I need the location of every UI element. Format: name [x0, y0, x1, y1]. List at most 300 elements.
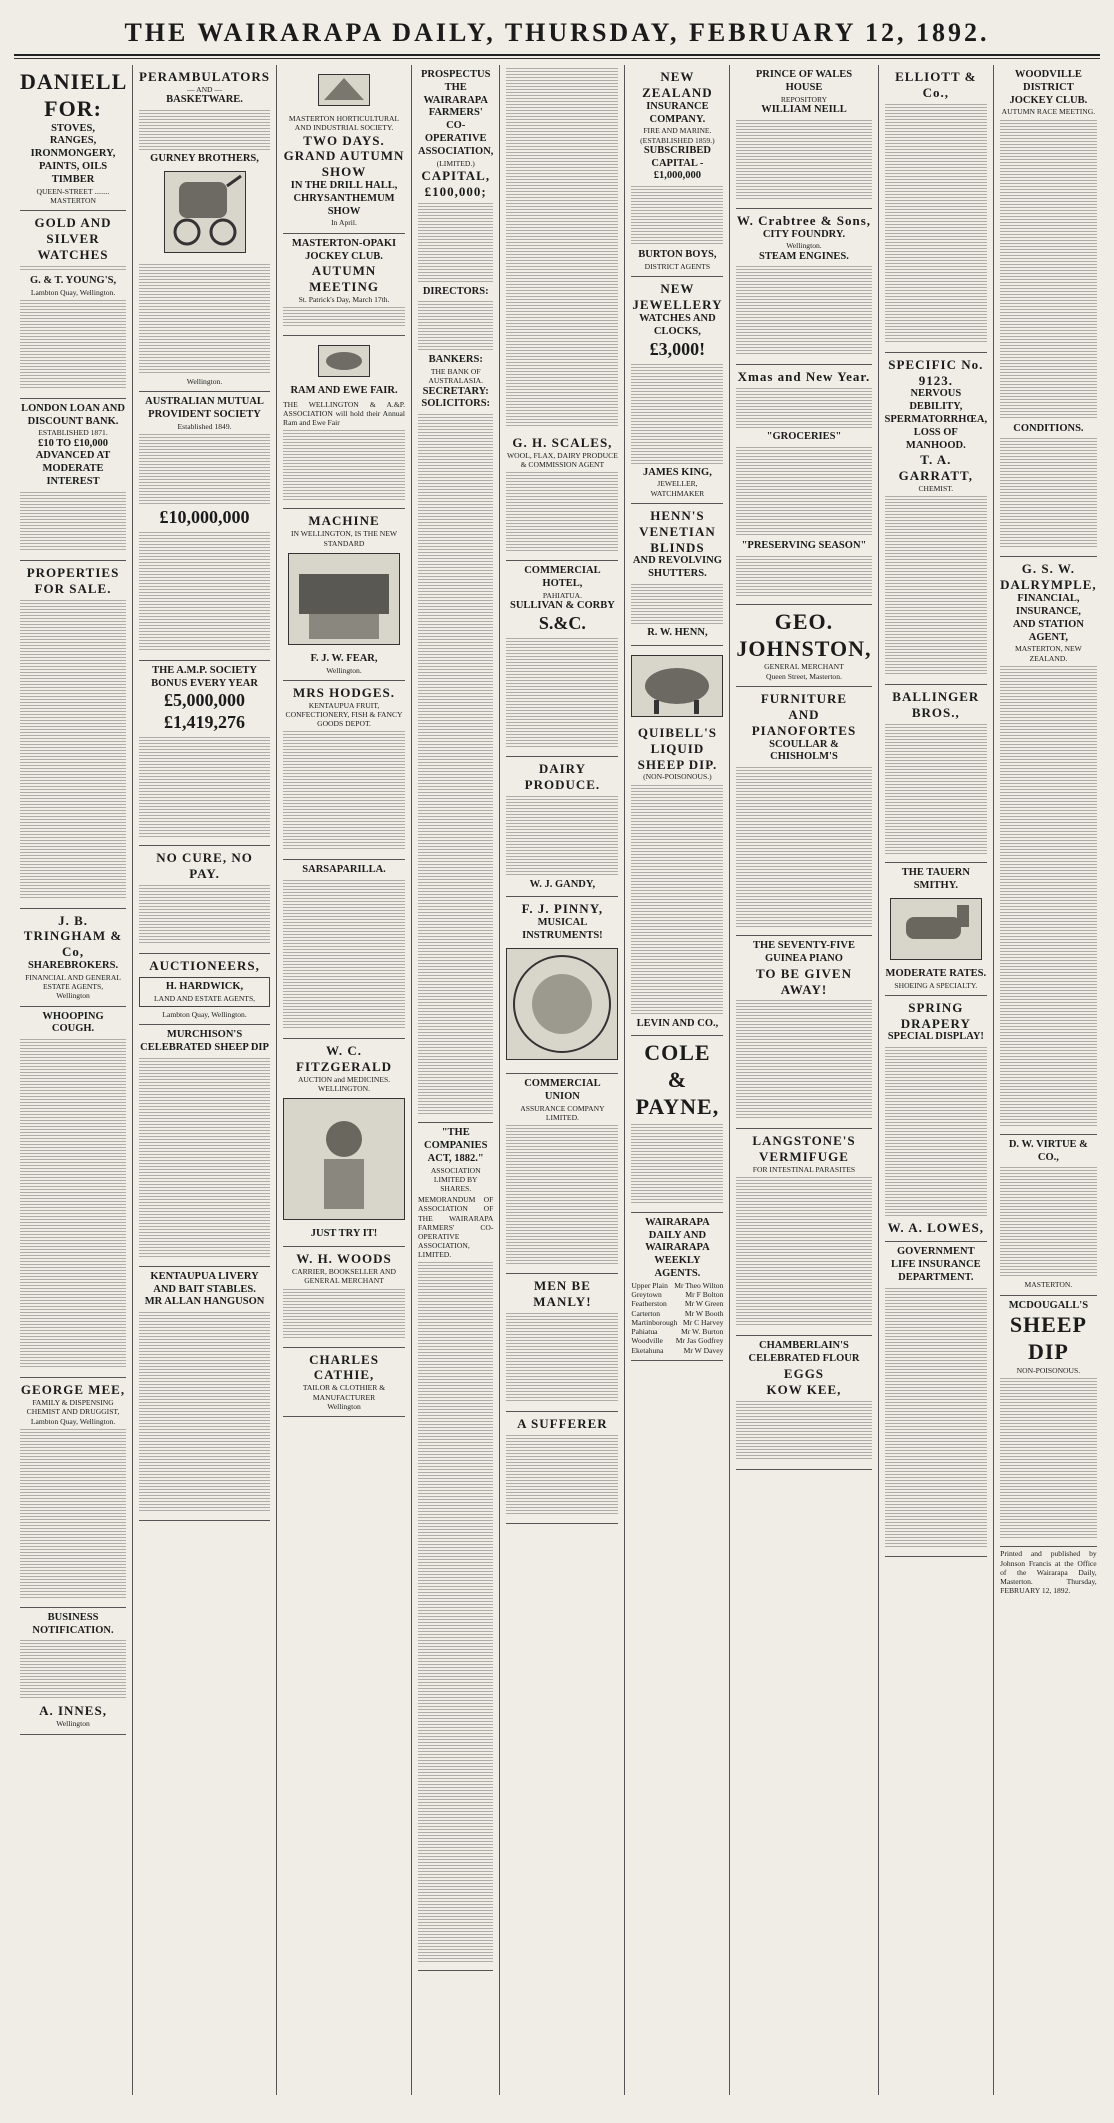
ad-sub: CHEMIST.: [918, 484, 954, 494]
ad-title: RAM AND EWE FAIR.: [290, 385, 398, 397]
ad-place: MASTERTON.: [1024, 1280, 1073, 1290]
ad-show: [283, 65, 405, 234]
ad-government: [885, 1242, 988, 1556]
ad-give: TO BE GIVEN AWAY!: [755, 965, 852, 997]
ad-title: KENTAUPUA LIVERY AND BAIT STABLES.: [150, 1270, 259, 1295]
ad-daniell: [20, 65, 126, 211]
ad-sub: WATCHES AND CLOCKS,: [639, 312, 716, 337]
text-filler: [283, 1289, 405, 1339]
ad-firm: KOW KEE,: [766, 1381, 842, 1397]
ad-title: WOODVILLE DISTRICT JOCKEY CLUB.: [1009, 69, 1088, 106]
sheep-illustration: [631, 655, 723, 717]
ad-solicitors: SOLICITORS:: [421, 398, 491, 410]
text-filler: [1000, 120, 1097, 420]
ad-title: COLE & PAYNE,: [635, 1040, 720, 1120]
ad-sub: TAILOR & CLOTHIER & MANUFACTURER: [302, 1383, 386, 1402]
text-filler: [631, 1124, 723, 1204]
text-filler: [506, 1125, 618, 1265]
ad-dairy: [506, 757, 618, 898]
ad-sub: (NON-POISONOUS.): [643, 772, 712, 782]
text-filler: [139, 885, 270, 945]
ad-jewellery: [631, 277, 723, 504]
ad-capital: SUBSCRIBED CAPITAL - £1,000,000: [643, 144, 711, 182]
text-filler: [506, 472, 618, 552]
text-filler: [736, 120, 871, 200]
masthead: THE WAIRARAPA DAILY, THURSDAY, FEBRUARY 12, 1892.: [124, 18, 990, 47]
ad-sub: SHEEP DIP: [1009, 1312, 1087, 1365]
agent-name: Mr W. Burton: [681, 1327, 724, 1337]
cartoon-illustration: [283, 1098, 405, 1220]
ad-firm: BURTON BOYS,: [638, 249, 717, 261]
agent-place: Featherston: [631, 1299, 667, 1309]
ad-drapery: [885, 996, 988, 1242]
ad-place: Lambton Quay, Wellington.: [162, 1009, 247, 1019]
agent-place: Martinborough: [631, 1317, 678, 1327]
ad-sub: REPOSITORY: [780, 94, 828, 104]
ad-sub: NERVOUS DEBILITY,: [909, 388, 963, 413]
ad-title: Xmas and New Year.: [737, 369, 871, 385]
ad-amount: £5,000,000: [164, 690, 246, 711]
agent-name: Mr C Harvey: [682, 1317, 724, 1327]
ad-firm: W. A. LOWES,: [887, 1220, 985, 1236]
ad-title: MASTERTON-OPAKI JOCKEY CLUB.: [291, 237, 397, 262]
ad-ballinger: [885, 685, 988, 863]
text-filler: [139, 434, 270, 504]
ad-bank: THE BANK OF AUSTRALASIA.: [428, 367, 484, 386]
text-filler: [20, 1039, 126, 1369]
ad-firm: GURNEY BROTHERS,: [150, 152, 259, 164]
ad-body: MEMORANDUM OF ASSOCIATION OF THE WAIRARAPA FARMERS' CO-OPERATIVE ASSOCIATION, LIMITED.: [418, 1195, 494, 1260]
ad-jockey: [283, 234, 405, 337]
ad-rates: MODERATE RATES.: [885, 967, 987, 979]
ad-sub: FINANCIAL AND GENERAL ESTATE AGENTS,: [25, 972, 121, 992]
ad-reward: £3,000!: [649, 338, 706, 359]
text-filler: [1000, 1167, 1097, 1277]
ad-directors: DIRECTORS:: [422, 285, 489, 297]
text-filler: [20, 1640, 126, 1700]
text-filler: [736, 388, 871, 428]
ad-title: F. J. PINNY,: [521, 901, 604, 917]
ad-union: [506, 1074, 618, 1274]
ad-firm: LEVIN AND CO.,: [636, 1017, 719, 1029]
ad-specific: [885, 353, 988, 686]
text-filler: [283, 307, 405, 327]
ad-title: LANGSTONE'S VERMIFUGE: [752, 1133, 856, 1165]
ad-title: THE TAUERN SMITHY.: [901, 867, 970, 891]
ad-in: In April.: [331, 218, 357, 228]
text-filler: [885, 496, 988, 676]
ad-place: Lambton Quay, Wellington.: [30, 287, 116, 297]
ad-prospectus: [418, 65, 493, 1123]
ad-title: HENN'S VENETIAN BLINDS: [639, 507, 716, 555]
ad-line: RANGES,: [49, 135, 97, 147]
text-filler: [283, 731, 405, 851]
ad-title: QUIBELL'S LIQUID SHEEP DIP.: [637, 724, 718, 772]
text-filler: [418, 301, 493, 351]
ad-place: WELLINGTON.: [318, 1084, 370, 1094]
ad-title: MURCHISON'S CELEBRATED SHEEP DIP: [140, 1029, 269, 1053]
ad-title: MACHINE: [308, 513, 380, 529]
column-1: [14, 65, 133, 2095]
ad-title: A SUFFERER: [517, 1415, 608, 1431]
text-filler: [506, 1313, 618, 1403]
agent-place: Upper Plain: [631, 1280, 668, 1290]
ad-furniture: [736, 687, 871, 936]
ad-place: Wellington: [56, 1719, 90, 1729]
ad-machine: [283, 509, 405, 680]
ad-place: Lambton Quay, Wellington.: [30, 1416, 116, 1426]
ad-capital: CAPITAL, £100,000;: [421, 167, 491, 199]
ad-line: STOVES,: [51, 122, 95, 134]
ad-elliott: [885, 65, 988, 353]
ad-title: COMMERCIAL HOTEL,: [524, 565, 601, 590]
ad-place: Wellington.: [326, 665, 362, 675]
text-filler: [736, 1401, 871, 1461]
ad-title: SARSAPARILLA.: [302, 864, 386, 876]
ad-place: Wellington: [327, 1401, 361, 1411]
ad-title: CHAMBERLAIN'S CELEBRATED FLOUR: [748, 1340, 860, 1365]
ad-firm: A. INNES,: [39, 1703, 107, 1719]
ad-sub: ASSOCIATION LIMITED BY SHARES.: [430, 1165, 481, 1194]
auctioneer-box: [139, 977, 270, 1007]
text-filler: [736, 1000, 871, 1120]
text-filler: [139, 264, 270, 374]
ad-event: GRAND AUTUMN SHOW: [283, 148, 405, 180]
agent-place: Eketahuna: [631, 1345, 664, 1355]
ad-title: SPRING DRAPERY: [900, 999, 971, 1031]
ad-crabtree: [736, 209, 871, 366]
sewing-machine-illustration: [288, 553, 400, 645]
text-filler: [283, 430, 405, 500]
text-filler: [1000, 1378, 1097, 1538]
ad-australian: [139, 392, 270, 661]
ad-title: DANIELL FOR:: [20, 69, 128, 121]
ad-mee: [20, 1378, 126, 1608]
ad-title: FURNITURE: [760, 690, 848, 706]
ad-bonus: BONUS EVERY YEAR: [151, 677, 258, 689]
ad-hall: IN THE DRILL HALL,: [290, 180, 398, 192]
ad-sarsaparilla: [283, 860, 405, 1039]
ad-xmas: [736, 365, 871, 604]
ad-place: Wellington: [56, 991, 90, 1001]
ad-firm: SCOULLAR & CHISHOLM'S: [769, 738, 839, 763]
text-filler: [631, 785, 723, 1015]
ad-title: G. S. W. DALRYMPLE,: [1000, 561, 1097, 593]
ad-place: MASTERTON, NEW ZEALAND.: [1014, 644, 1082, 663]
ad-title: PROSPECTUS: [421, 69, 491, 80]
text-filler: [1000, 438, 1097, 548]
text-filler: [631, 186, 723, 246]
ad-sub: AND PIANOFORTES: [751, 706, 857, 738]
ad-title: BUSINESS NOTIFICATION.: [32, 1611, 114, 1636]
ad-blinds: [631, 504, 723, 646]
ad-title: NEW JEWELLERY: [632, 281, 723, 313]
ad-woodville: [1000, 65, 1097, 557]
list-item: [631, 1336, 723, 1345]
text-filler: [885, 1047, 988, 1217]
column-2: [133, 65, 277, 2095]
text-filler: [736, 447, 871, 537]
ad-title: THE SEVENTY-FIVE GUINEA PIANO: [752, 940, 855, 964]
agent-name: Mr Theo Wilton: [674, 1280, 724, 1290]
text-filler: [631, 584, 723, 624]
ad-line: TIMBER: [51, 173, 95, 185]
list-item: [631, 1318, 723, 1327]
ad-bankers: BANKERS:: [428, 354, 483, 366]
column-6: [625, 65, 730, 2095]
ad-title: NO CURE, NO PAY.: [156, 850, 253, 882]
list-item: [631, 1281, 723, 1290]
ad-title: WHOOPING COUGH.: [42, 1010, 104, 1035]
ad-sub: SHOEING A SPECIALTY.: [894, 980, 978, 990]
list-item: [631, 1327, 723, 1336]
agent-name: Mr Jas Godfrey: [675, 1336, 724, 1346]
ad-secretary: SECRETARY:: [422, 385, 489, 397]
masthead-rule-thin: [14, 58, 1100, 59]
column-3: [277, 65, 412, 2095]
ad-title: D. W. VIRTUE & CO.,: [1008, 1138, 1088, 1163]
ad-sub: — AND —: [187, 84, 223, 94]
agent-place: Woodville: [631, 1336, 663, 1346]
ad-sub: SPECIAL DISPLAY!: [887, 1031, 984, 1043]
ad-livery: [139, 1267, 270, 1521]
ad-estab: (ESTABLISHED 1859.): [640, 135, 715, 145]
column-5: [500, 65, 625, 2095]
ad-sub: GENERAL MERCHANT: [764, 662, 844, 672]
ad-line: PAINTS, OILS: [38, 161, 108, 173]
agent-name: Mr W Davey: [683, 1345, 724, 1355]
ad-sub: FINANCIAL, INSURANCE,: [1015, 593, 1081, 617]
ad-firm: H. HARDWICK,: [165, 980, 244, 992]
ad-firm: F. J. W. FEAR,: [310, 652, 378, 664]
ad-title: COMMERCIAL UNION: [524, 1077, 601, 1102]
ad-sheep-dip: [139, 1025, 270, 1267]
ad-business: [20, 1608, 126, 1735]
text-filler: [506, 796, 618, 876]
column-7: [730, 65, 878, 2095]
ad-sub: KENTAUPUA FRUIT, CONFECTIONERY, FISH & FANCY GOODS DEPOT.: [285, 700, 403, 729]
masthead-rule: [14, 54, 1100, 56]
agent-place: Pahiatua: [631, 1327, 658, 1337]
ad-title: NEW ZEALAND: [642, 69, 713, 100]
ad-sub: THE WAIRARAPA FARMERS' CO-OPERATIVE ASSOCIATION,: [418, 81, 494, 157]
ad-justtry: JUST TRY IT!: [310, 1228, 378, 1240]
ad-sub: SPERMATORRHŒA,: [884, 414, 988, 426]
ad-title: W. C. FITZGERALD: [296, 1043, 393, 1075]
ad-sub: FOR INTESTINAL PARASITES: [752, 1165, 856, 1175]
text-filler: [139, 532, 270, 652]
ad-groceries: "GROCERIES": [766, 431, 842, 443]
ad-hodges: [283, 681, 405, 861]
ad-sub: FAMILY & DISPENSING CHEMIST AND DRUGGIST,: [26, 1398, 120, 1417]
ad-sub: AUTUMN RACE MEETING.: [1001, 107, 1096, 117]
ad-funds: £10,000,000: [159, 506, 250, 527]
ad-nocure: [139, 846, 270, 954]
ad-place: QUEEN-STREET ........ MASTERTON: [36, 186, 110, 205]
ad-sub: INSURANCE COMPANY.: [646, 100, 709, 125]
ad-title: PRINCE OF WALES HOUSE: [755, 69, 853, 93]
ad-title: PERAMBULATORS: [139, 69, 271, 84]
text-filler: [736, 266, 871, 356]
ad-sub: CITY FOUNDRY.: [762, 228, 846, 240]
ad-sub: WOOL, FLAX, DAIRY PRODUCE & COMMISSION AGENT: [506, 450, 618, 470]
text-filler: [418, 203, 493, 283]
ad-cole: [631, 1036, 723, 1212]
list-item: [631, 1346, 723, 1355]
text-filler: [885, 104, 988, 344]
ad-ram: [283, 336, 405, 509]
text-filler: [139, 110, 270, 150]
ad-properties: [20, 561, 126, 909]
ad-sufferer: [506, 1412, 618, 1524]
text-filler: [885, 724, 988, 854]
ad-title: G. H. SCALES,: [512, 435, 613, 450]
pinny-seal-illustration: [506, 948, 618, 1060]
ad-amp: [139, 661, 270, 847]
text-filler: [506, 638, 618, 748]
imprint-footer: Printed and published by Johnson Francis at the Office of the Wairarapa Daily, Masterton. Thursday, FEBRUARY 12, 1892.: [1000, 1549, 1097, 1595]
text-filler: [139, 1058, 270, 1258]
text-filler: [20, 1429, 126, 1599]
ad-sub: LOSS OF MANHOOD.: [905, 426, 966, 451]
ad-title: GEORGE MEE,: [20, 1382, 126, 1398]
ad-sub: CARRIER, BOOKSELLER AND GENERAL MERCHANT: [292, 1267, 397, 1286]
text-filler: [506, 1435, 618, 1515]
ad-firm: WILLIAM NEILL: [761, 103, 847, 115]
ad-eggs: EGGS: [783, 1366, 825, 1381]
ad-days: TWO DAYS.: [303, 132, 385, 148]
ad-agents: [631, 1213, 723, 1361]
text-filler: [418, 414, 493, 1114]
ad-sub: SHAREBROKERS.: [27, 960, 119, 972]
ad-sub: AUCTION and MEDICINES.: [297, 1074, 391, 1084]
ad-hotel: [506, 561, 618, 757]
ad-title: MCDOUGALL'S: [1008, 1299, 1089, 1311]
ad-firm: G. & T. YOUNG'S,: [29, 274, 117, 286]
ad-title: LONDON LOAN AND DISCOUNT BANK.: [21, 402, 125, 427]
ad-sub: ASSURANCE COMPANY LIMITED.: [520, 1103, 605, 1122]
ad-sub: BASKETWARE.: [166, 94, 243, 106]
ad-perambulators: [139, 65, 270, 392]
ad-firm: T. A. GARRATT,: [898, 452, 973, 484]
ad-title: "THE COMPANIES ACT, 1882.": [424, 1127, 488, 1164]
ad-title: ELLIOTT & Co.,: [895, 69, 977, 100]
ad-tringham: [20, 909, 126, 1007]
ad-men: [506, 1274, 618, 1412]
ad-quibell: [631, 646, 723, 1037]
ad-sub: AND REVOLVING SHUTTERS.: [632, 555, 722, 580]
ad-firm: R. W. HENN,: [647, 626, 708, 638]
ad-title: WAIRARAPA DAILY AND WAIRARAPA WEEKLY AGENTS.: [645, 1216, 710, 1280]
ad-johnston: [736, 605, 871, 687]
ad-title: BALLINGER BROS.,: [892, 689, 980, 721]
ad-title: W. H. WOODS: [296, 1251, 392, 1267]
ad-title: CHARLES CATHIE,: [309, 1351, 379, 1383]
ad-place: Wellington.: [786, 241, 822, 251]
ad-pinny: [506, 897, 618, 1073]
ad-sub: JEWELLER, WATCHMAKER: [650, 479, 705, 498]
ad-sub: CHRYSANTHEMUM SHOW: [293, 192, 395, 217]
ad-title: MASTERTON HORTICULTURAL AND INDUSTRIAL SOCIETY.: [288, 114, 400, 133]
ad-auctioneers: [139, 954, 270, 1025]
ad-watches: [20, 211, 126, 399]
agent-place: Greytown: [631, 1290, 662, 1300]
ad-amounts: £10 TO £10,000 ADVANCED AT MODERATE INTEREST: [35, 437, 111, 487]
ad-title: GOVERNMENT LIFE INSURANCE DEPARTMENT.: [891, 1246, 981, 1283]
ad-conditions: CONDITIONS.: [1013, 422, 1084, 434]
ad-title: J. B. TRINGHAM & Co,: [23, 912, 123, 960]
ad-title: MEN BE MANLY!: [533, 1278, 592, 1309]
ad-sub: IN WELLINGTON, IS THE NEW STANDARD: [290, 529, 398, 548]
ad-monogram: S.&C.: [538, 613, 586, 633]
ad-woods: [283, 1247, 405, 1347]
ad-type: FIRE AND MARINE.: [643, 126, 712, 136]
column-9: [994, 65, 1103, 2095]
text-filler: [736, 1177, 871, 1327]
ad-sub: NON-POISONOUS.: [1016, 1366, 1081, 1376]
ad-cathie: [283, 1348, 405, 1417]
text-filler: [20, 266, 126, 272]
ad-firm: MR ALLAN HANGUSON: [144, 1296, 265, 1308]
column-4: [412, 65, 500, 2095]
ad-fitzgerald: [283, 1039, 405, 1247]
agent-name: Mr W Booth: [684, 1308, 724, 1318]
text-filler: [631, 364, 723, 464]
ad-firm: W. J. GANDY,: [529, 878, 596, 890]
ad-line: IRONMONGERY,: [30, 148, 116, 160]
ad-nz-insurance: [631, 65, 723, 277]
ad-estab: ESTABLISHED 1871.: [38, 428, 108, 438]
list-item: [631, 1299, 723, 1308]
agents-list: [631, 1281, 723, 1355]
ad-scales: [506, 431, 618, 561]
ad-title: THE A.M.P. SOCIETY: [152, 664, 257, 676]
ad-bonus-amount: £1,419,276: [164, 712, 246, 733]
ad-limited: (LIMITED.): [436, 158, 475, 168]
text-filler: [20, 492, 126, 552]
text-filler: [418, 1262, 493, 1962]
ad-place: Wellington.: [186, 376, 223, 386]
ad-title: GOLD AND SILVER WATCHES: [34, 215, 112, 262]
ad-title: MRS HODGES.: [293, 684, 396, 700]
ad-sub: LAND AND ESTATE AGENTS,: [154, 993, 256, 1003]
ad-loan: [20, 399, 126, 561]
ad-neill: [736, 65, 871, 209]
ad-mcdougall: [1000, 1296, 1097, 1548]
ad-engines: STEAM ENGINES.: [759, 250, 849, 262]
column-8: [879, 65, 995, 2095]
agent-name: Mr F Bolton: [685, 1290, 724, 1300]
ad-whooping: [20, 1007, 126, 1379]
list-item: [631, 1309, 723, 1318]
ad-date: St. Patrick's Day, March 17th.: [298, 295, 390, 305]
ad-title: AUSTRALIAN MUTUAL PROVIDENT SOCIETY: [145, 395, 264, 420]
ad-sub: AND STATION AGENT,: [1012, 618, 1084, 643]
ad-estab: Established 1849.: [177, 421, 232, 431]
ad-body: THE WELLINGTON & A.&P. ASSOCIATION will hold their Annual Ram and Ewe Fair: [283, 400, 406, 428]
text-filler: [283, 880, 405, 1030]
ad-title: W. Crabtree & Sons,: [736, 212, 872, 228]
perambulator-illustration: [164, 171, 246, 253]
text-filler: [506, 68, 618, 428]
text-filler: [139, 1312, 270, 1512]
horse-illustration: [890, 898, 982, 960]
text-filler: [1000, 666, 1097, 1126]
list-item: [631, 1290, 723, 1299]
ad-sub: DISTRICT AGENTS: [644, 262, 711, 271]
agent-place: Carterton: [631, 1308, 661, 1318]
text-filler: [736, 767, 871, 927]
